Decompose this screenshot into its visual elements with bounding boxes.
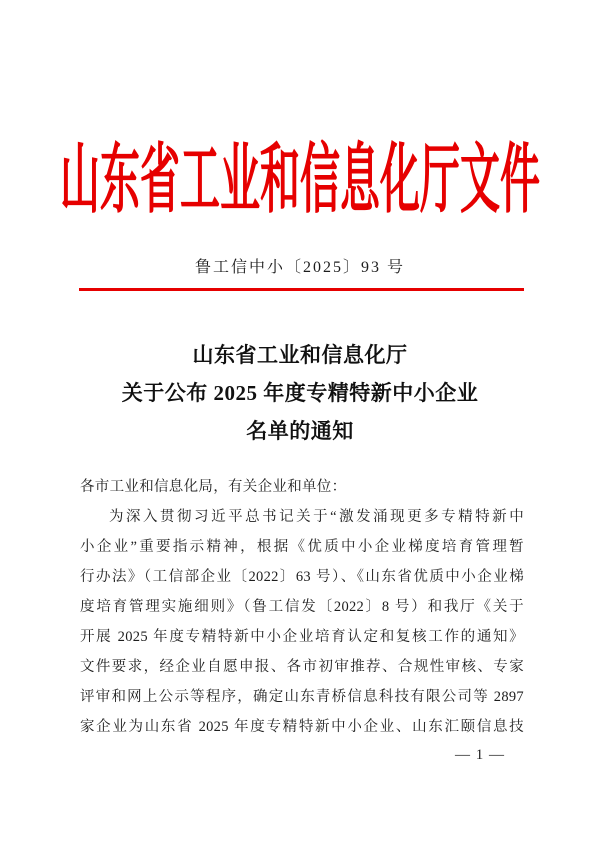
notice-title-line-3: 名单的通知 bbox=[246, 419, 354, 443]
body-text-line: 为深入贯彻习近平总书记关于“激发涌现更多专精特新中 bbox=[109, 509, 524, 525]
body-text-line: 度培育管理实施细则》（鲁工信发〔2022〕8 号）和我厅《关于 bbox=[80, 599, 524, 615]
page-number: — 1 — bbox=[455, 747, 505, 763]
body-text-line: 小企业”重要指示精神，根据《优质中小企业梯度培育管理暂 bbox=[80, 539, 524, 555]
body-text-line: 家企业为山东省 2025 年度专精特新中小企业、山东汇颐信息技 bbox=[80, 719, 524, 735]
header-divider-line bbox=[79, 288, 524, 291]
document-header-title: 山东省工业和信息化厅文件 bbox=[60, 137, 540, 223]
notice-title-line-2: 关于公布 2025 年度专精特新中小企业 bbox=[121, 381, 479, 405]
document-number: 鲁工信中小〔2025〕93 号 bbox=[194, 259, 405, 276]
body-text-line: 文件要求，经企业自愿申报、各市初审推荐、合规性审核、专家 bbox=[80, 659, 524, 675]
notice-title-line-1: 山东省工业和信息化厅 bbox=[192, 343, 408, 367]
body-text-line: 开展 2025 年度专精特新中小企业培育认定和复核工作的通知》 bbox=[80, 629, 524, 645]
notice-body bbox=[80, 472, 524, 742]
notice-title bbox=[0, 336, 600, 450]
body-text-line: 评审和网上公示等程序，确定山东青桥信息科技有限公司等 2897 bbox=[80, 689, 524, 705]
salutation: 各市工业和信息化局，有关企业和单位： bbox=[80, 479, 347, 495]
body-text-line: 行办法》（工信部企业〔2022〕63 号）、《山东省优质中小企业梯 bbox=[80, 569, 524, 585]
